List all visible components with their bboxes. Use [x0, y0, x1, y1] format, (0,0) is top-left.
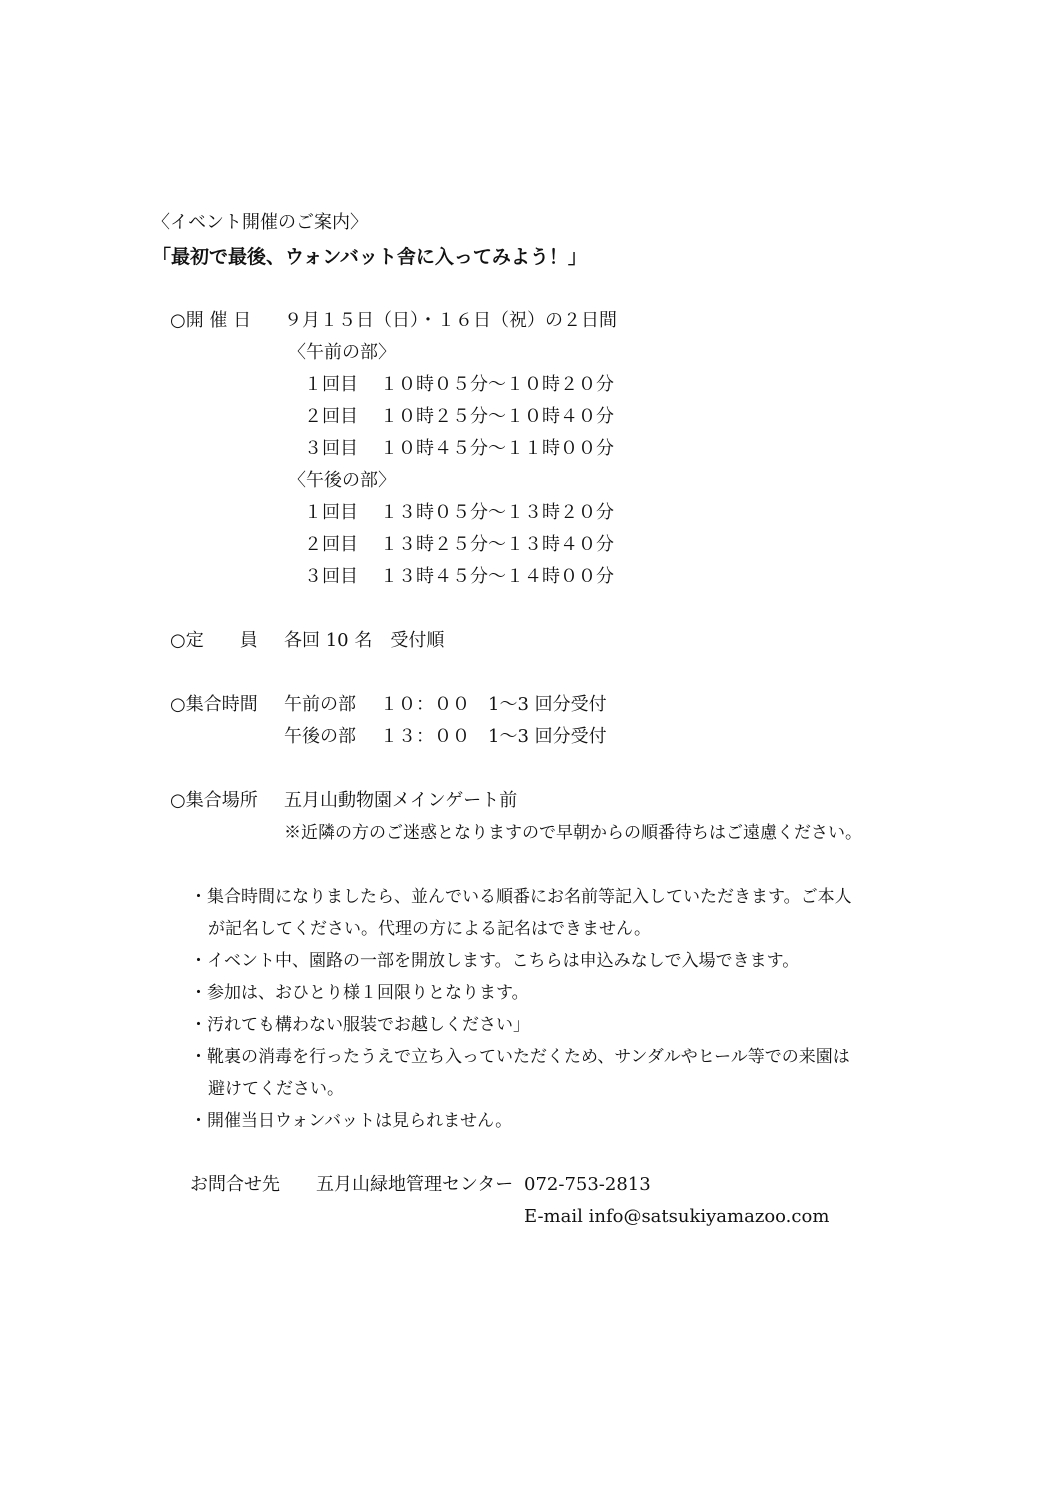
session-round: １回目 — [304, 374, 358, 395]
contact-org: 五月山緑地管理センター — [316, 1174, 514, 1195]
session-round: ３回目 — [304, 566, 358, 587]
session-time: １３時４５分〜１４時００分 — [380, 566, 614, 587]
session-time: １３時２５分〜１３時４０分 — [380, 534, 614, 555]
meeting-part: 午前の部 — [284, 694, 356, 715]
meeting-place-value: 五月山動物園メインゲート前 — [284, 790, 518, 811]
meeting-time-label: ○集合時間 — [170, 694, 258, 715]
note-item: ・イベント中、園路の一部を開放します。こちらは申込みなしで入場できます。 — [190, 951, 800, 971]
note-item: ・靴裏の消毒を行ったうえで立ち入っていただくため、サンダルやヒール等での来園は — [190, 1047, 850, 1067]
contact-email: E-mail info@satsukiyamazoo.com — [524, 1206, 830, 1227]
contact-phone: 072-753-2813 — [524, 1174, 651, 1195]
note-item: 避けてください。 — [208, 1079, 344, 1099]
session-time: １０時０５分〜１０時２０分 — [380, 374, 614, 395]
note-item: ・汚れても構わない服装でお越しください」 — [190, 1015, 530, 1035]
note-item: ・参加は、おひとり様１回限りとなります。 — [190, 983, 529, 1003]
meeting-time-value: １０：００ — [380, 694, 470, 715]
note-item: ・開催当日ウォンバットは見られません。 — [190, 1111, 513, 1131]
meeting-part: 午後の部 — [284, 726, 356, 747]
capacity-value: 各回 10 名 受付順 — [284, 630, 445, 651]
meeting-note: 1〜3 回分受付 — [488, 694, 607, 715]
schedule-label: ○開 催 日 — [170, 310, 252, 331]
meeting-note: 1〜3 回分受付 — [488, 726, 607, 747]
meeting-place-note: ※近隣の方のご迷惑となりますので早朝からの順番待ちはご遠慮ください。 — [284, 823, 862, 843]
session-round: ２回目 — [304, 534, 358, 555]
afternoon-label: 〈午後の部〉 — [288, 470, 396, 491]
contact-label: お問合せ先 — [190, 1174, 280, 1195]
schedule-dates: ９月１５日（日）・１６日（祝）の２日間 — [284, 310, 617, 331]
morning-label: 〈午前の部〉 — [288, 342, 396, 363]
session-round: １回目 — [304, 502, 358, 523]
event-title: 「最初で最後、ウォンバット舎に入ってみよう！」 — [152, 246, 587, 268]
capacity-label: ○定 員 — [170, 630, 258, 651]
meeting-time-value: １３：００ — [380, 726, 470, 747]
note-item: が記名してください。代理の方による記名はできません。 — [208, 919, 652, 939]
note-item: ・集合時間になりましたら、並んでいる順番にお名前等記入していただきます。ご本人 — [190, 887, 852, 907]
meeting-place-label: ○集合場所 — [170, 790, 258, 811]
session-round: ２回目 — [304, 406, 358, 427]
event-category: 〈イベント開催のご案内〉 — [152, 212, 368, 233]
session-time: １０時２５分〜１０時４０分 — [380, 406, 614, 427]
session-time: １０時４５分〜１１時００分 — [380, 438, 614, 459]
session-time: １３時０５分〜１３時２０分 — [380, 502, 614, 523]
session-round: ３回目 — [304, 438, 358, 459]
